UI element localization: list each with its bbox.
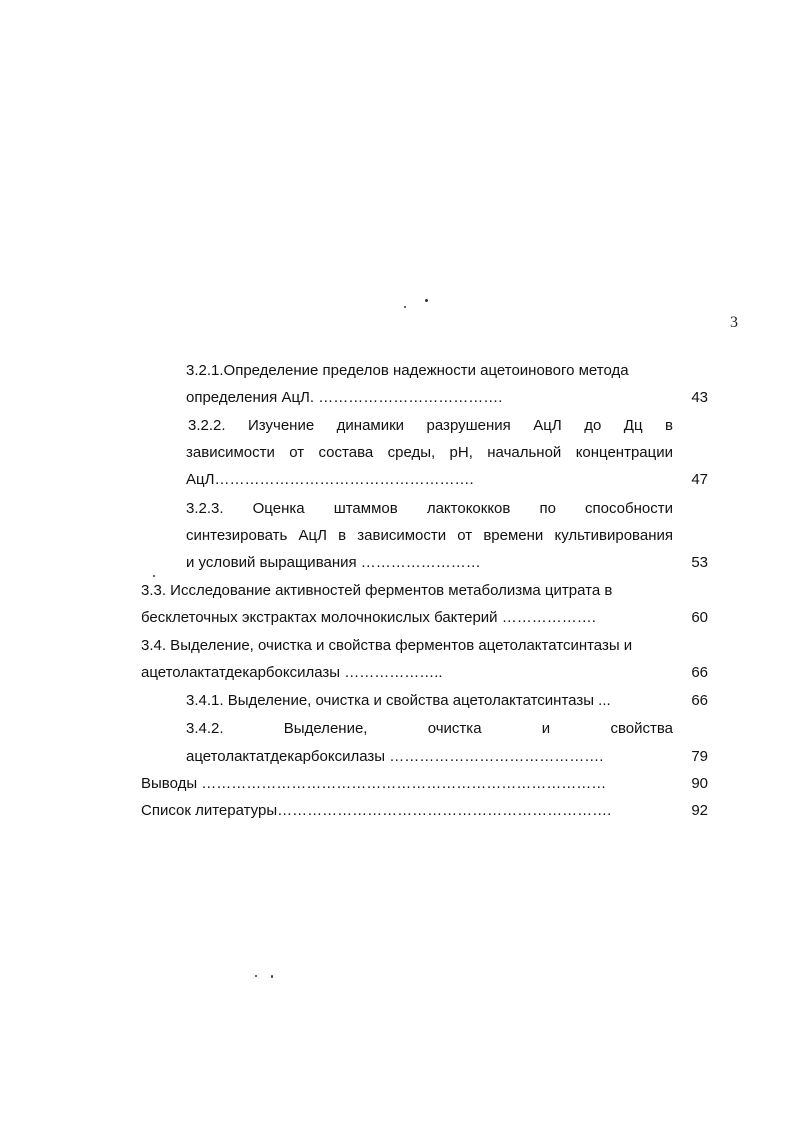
page-number: 3 [730,314,738,331]
toc-entry-3-2-2-line-3: АцЛ……………………………………………. [186,471,474,488]
toc-entry-conclusions: Выводы ……………………………………………………………………… [141,775,607,792]
toc-entry-3-2-3-page: 53 [691,554,708,571]
toc-entry-3-4-2-page: 79 [691,748,708,765]
toc-entry-3-3-line-2: бесклеточных экстрактах молочнокислых бактерий ………………. [141,609,596,626]
scan-speck [404,306,406,308]
toc-entry-3-2-3-line-3: и условий выращивания …………………… [186,554,481,571]
toc-entry-3-2-1-line-2: определения АцЛ. ………………………………. [186,389,503,406]
scan-speck [153,575,155,577]
toc-entry-3-4-line-2: ацетолактатдекарбоксилазы ……………….. [141,664,443,681]
toc-entry-3-2-2-line-2: зависимости от состава среды, рН, начальной концентрации [186,444,673,461]
toc-entry-3-3-page: 60 [691,609,708,626]
scan-speck [271,975,273,978]
toc-entry-references-page: 92 [691,802,708,819]
toc-entry-3-2-3-line-1: 3.2.3. Оценка штаммов лактококков по способности [186,500,673,517]
toc-entry-3-2-2-page: 47 [691,471,708,488]
toc-entry-3-2-3-line-2: синтезировать АцЛ в зависимости от времени культивирования [186,527,673,544]
toc-entry-3-2-1-line-1: 3.2.1.Определение пределов надежности ацетоинового метода [186,362,629,379]
toc-entry-3-4-1-line-1: 3.4.1. Выделение, очистка и свойства ацетолактатсинтазы ... [186,692,611,709]
toc-entry-3-2-2-line-1: 3.2.2. Изучение динамики разрушения АцЛ до Дц в [188,417,673,434]
toc-entry-3-4-2-line-1: 3.4.2. Выделение, очистка и свойства [186,720,673,737]
scan-speck [255,975,257,977]
toc-entry-conclusions-page: 90 [691,775,708,792]
toc-entry-3-4-line-1: 3.4. Выделение, очистка и свойства ферментов ацетолактатсинтазы и [141,637,633,654]
scan-speck [425,299,428,302]
toc-entry-3-3-line-1: 3.3. Исследование активностей ферментов метаболизма цитрата в [141,582,613,599]
toc-entry-3-4-2-line-2: ацетолактатдекарбоксилазы ……………………………………. [186,748,604,765]
toc-entry-3-4-1-page: 66 [691,692,708,709]
toc-entry-3-4-page: 66 [691,664,708,681]
toc-entry-3-2-1-page: 43 [691,389,708,406]
toc-entry-references: Список литературы…………………………………………………………. [141,802,612,819]
